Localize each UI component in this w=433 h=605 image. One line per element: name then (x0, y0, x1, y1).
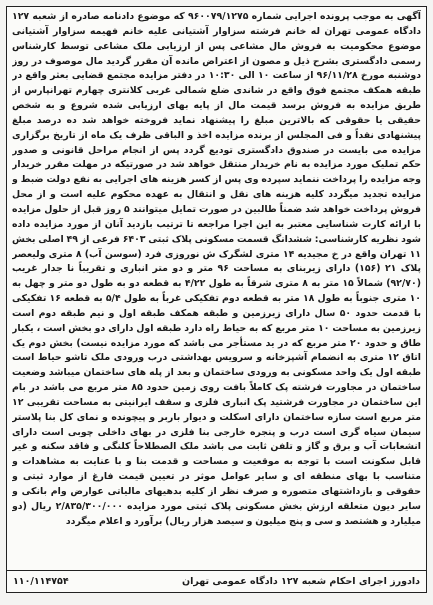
notice-reference-number: ۱۱۰/۱۱۴۷۵۴ (13, 576, 69, 587)
notice-body: آگهی به موجب پرونده اجرایی شماره ۹۶۰۰۷۹/۱۲۷۵ که موضوع دادنامه صادره از شعبه ۱۲۷ دادگاه عمومی تهران له خانم فرشته سزاوار آشتیانی علیه خانم فهیمه سزاوار آشتیانی موضوع محکومیت به فروش مال مشاعی پس از ارزیابی ملک مشاعی توسط کارشناس رسمی دادگستری بشرح ذیل و مصون از اعتراض مانده آن مقرر گردید مال موصوف در روز دوشنبه مورخ ۹۶/۱۱/۲۸ از ساعت ۱۰ الی ۱۰:۳۰ در دفتر مزایده مجتمع قضایی بعثر واقع در طبقه همکف مجتمع فوق واقع در شاندی ضلع شمالی غربی کلانتری چهارم تهرانپارس از طریق مزایده به فروش برسد قیمت مال از پایه بهای ارزیابی شده شروع و به شخص حقیقی یا حقوقی که بالاترین مبلغ را پیشنهاد نماید فروخته خواهد شد ده درصد مبلغ پیشنهادی نقداً و فی المجلس از برنده مزایده اخذ و الباقی ظرف یک ماه از تاریخ برگزاری مزایده می بایست در صندوق دادگستری تودیع گردد پس از انجام مراحل قانونی و صدور حکم تملیک مورد مزایده به نام خریدار منتقل خواهد شد در صورتیکه در مهلت مقرر خریدار وجه مزایده را پرداخت ننماید سپرده وی پس از کسر هزینه های اجرایی به نفع دولت ضبط و مزایده تجدید میگردد کلیه هزینه های نقل و انتقال به عهده محکوم علیه است و از محل فروش پرداخت خواهد شد ضمناً طالبین در صورت تمایل میتوانند ۵ روز قبل از حلول مزایده با ارائه کارت شناسایی معتبر به این اجرا مراجعه تا ترتیب بازدید آنان از مورد مزایده داده شود نظریه کارشناسی: ششدانگ قسمت مسکونی پلاک ثبتی ۶۴۰۳ فرعی از ۴۹ اصلی بخش ۱۱ تهران واقع در خ مجیدیه ۱۴ متری لشگرک ش نوروزی فرد (سوسن آب) ۸ متری ولیعصر پلاک ۲۱ (۱۵۶) دارای زیربنای به مساحت ۹۶ متر و دو متر انباری و تقریباً نا جدار غریب (۹۲/۷۰) شمالاً ۱۵ متر به ۸ متری شرقاً به طول ۴/۲۲ به قطعه دو به طول دو متر و چهل به ۱۰ متری جنوباً به طول ۱۸ متر به قطعه دوم تفکیکی غرباً به طول ۵/۴ به قطعه ۱۶ تفکیکی با قدمت حدود ۵۰ سال دارای زیرزمین و طبقه همکف طبقه اول و نیم طبقه دوم است زیرزمین به مساحت ۱۰ متر مربع که به حیاط راه دارد طبقه اول دارای دو بخش است ، یکبار طاق و حدود ۲۰ متر مربع که در ید مستأجر می باشد که مورد مزایده نیست) بخش دوم یک اتاق ۱۲ متری به انضمام آشپزخانه و سرویس بهداشتی درب ورودی ملک تاشو حیاط است طبقه اول یک واحد مسکونی به ورودی ساختمان و بعد از پله های ساختمان میباشد وضعیت ساختمان در مجاورت فرشته پک کاملاً بافت روی زمین حدود ۸۵ متر مربع می باشد در بام این ساختمان در مجاورت فرشتید پک انباری فلزی و سقف ایرانیتی به مساحت تقریبی ۱۲ متر مربع است سازه ساختمان دارای اسکلت و دیوار باربر و پیچونده و نمای کل بنا پلاستر سیمان سیاه گری است درب و پنجره خارجی بنا فلزی در بهای داخلی چوبی است دارای انشعابات آب و برق و گاز و تلفن ثابت می باشد ملک الصطلاحاً کلنگی و فاقد سکنه و غیر قابل سکونت است با توجه به موقعیت و مساحت و قدمت بنا و با عنایت به مشاهدات و متناسب با بهای منطقه ای و سایر عوامل موثر در تعیین قیمت فارغ از موارد ثبتی و حقوقی و بازداشتهای متصوره و صرف نظر از کلیه بدهیهای مالیاتی عوارض وام بانکی و سایر دیون متعلقه ارزش بخش مسکونی پلاک ثبتی مورد مزایده ۲/۸۳۵/۳۰۰/۰۰۰ ریال (دو میلیارد و هشتصد و سی و پنج میلیون و سیصد هزار ریال) برآورد و اعلام میگردد (12, 11, 421, 527)
legal-notice (6, 6, 427, 593)
notice-body-container (12, 10, 421, 570)
notice-signature: دادورز اجرای احکام شعبه ۱۲۷ دادگاه عمومی تهران (181, 576, 420, 587)
notice-footer (7, 570, 426, 592)
